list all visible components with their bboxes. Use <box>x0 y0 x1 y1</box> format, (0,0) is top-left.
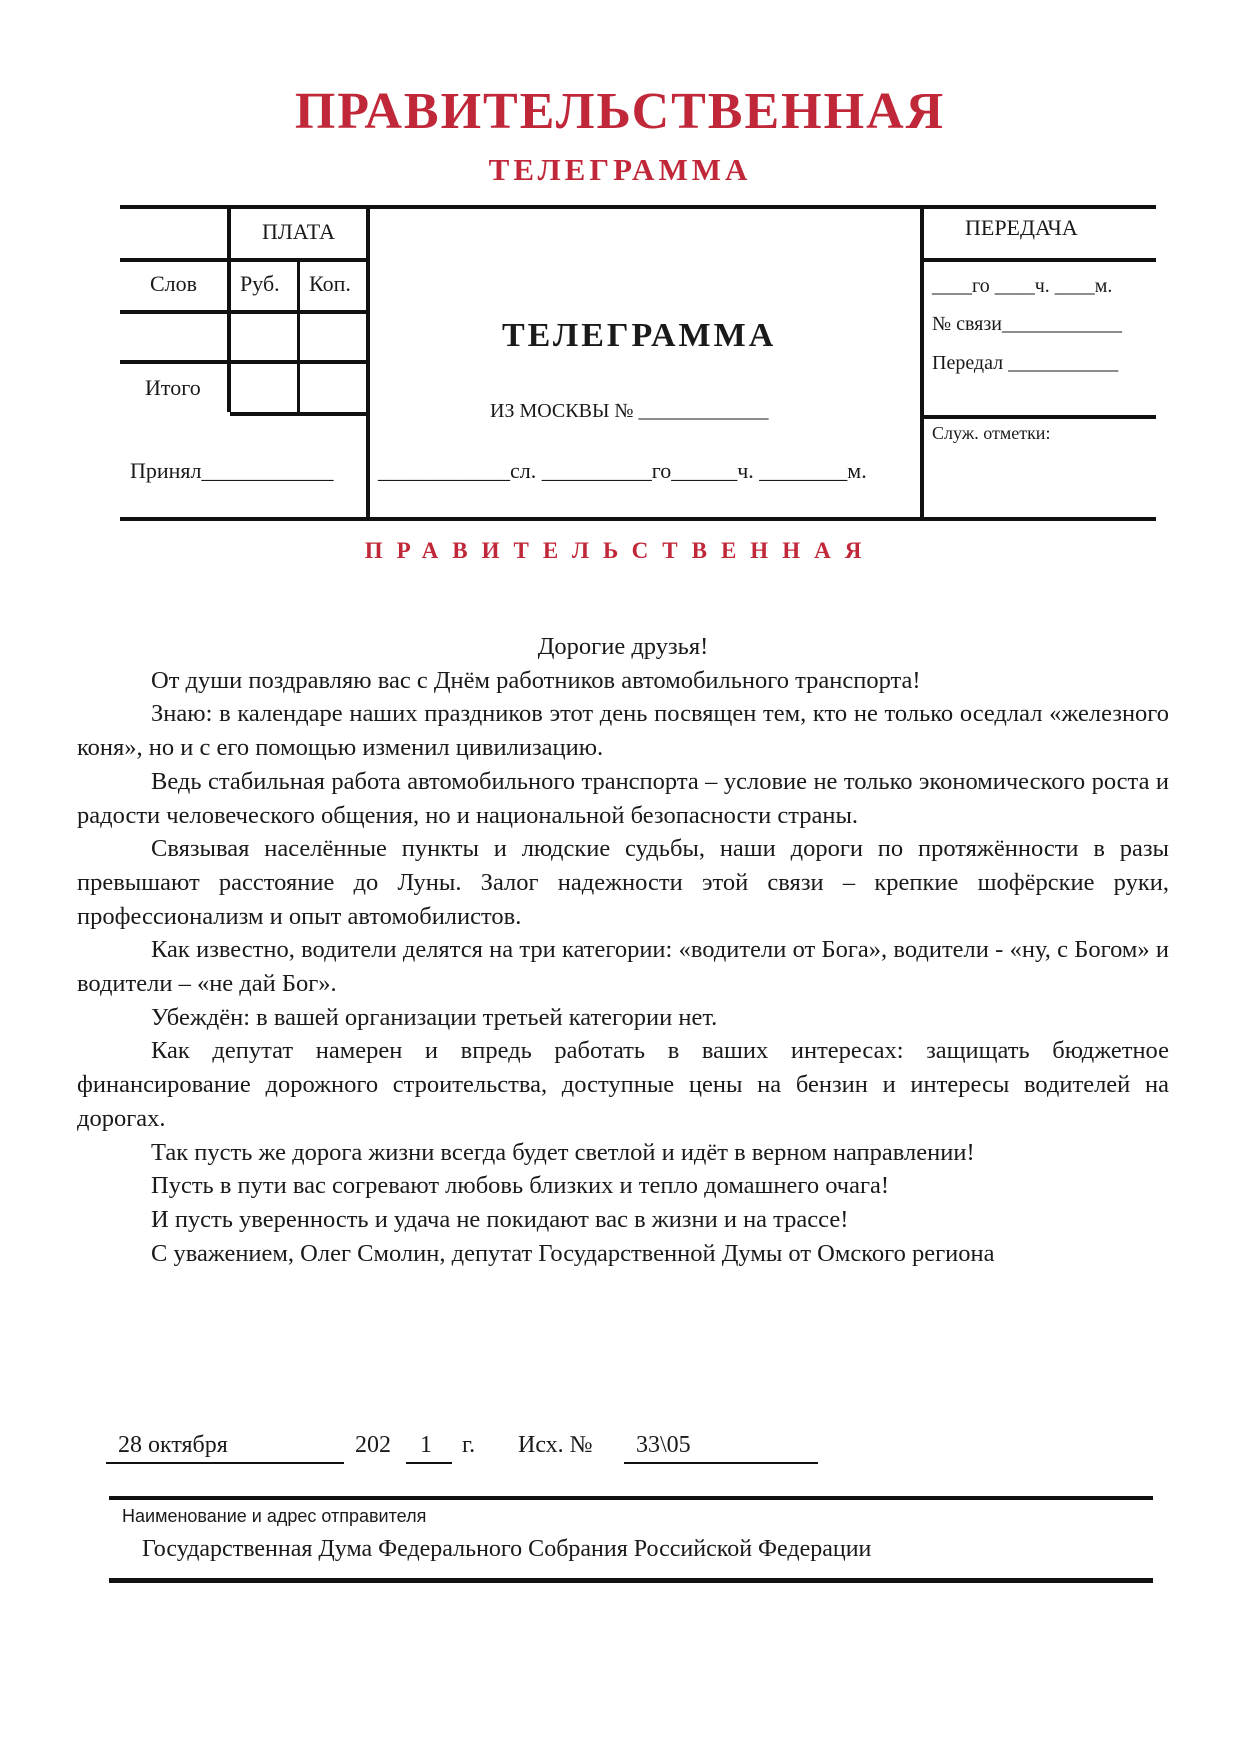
payment-header-line <box>120 258 368 262</box>
year-prefix: 202 <box>355 1432 391 1458</box>
outgoing-number: 33\05 <box>636 1432 691 1458</box>
sender-label: Наименование и адрес отправителя <box>122 1506 427 1526</box>
sender-name: Государственная Дума Федерального Собрания Российской Федерации <box>142 1536 872 1562</box>
total-label: Итого <box>145 375 201 400</box>
letter-signature: С уважением, Олег Смолин, депутат Государственной Думы от Омского региона <box>151 1239 995 1267</box>
year-underline <box>406 1462 452 1464</box>
number-underline <box>624 1462 818 1464</box>
sender-bottom-border <box>109 1578 1153 1583</box>
payment-left-divider <box>227 205 231 412</box>
transmission-header-line <box>922 258 1156 262</box>
letter-paragraph: Пусть в пути вас согревают любовь близких и тепло домашнего очага! <box>151 1172 890 1200</box>
transmission-header: ПЕРЕДАЧА <box>965 215 1078 240</box>
rub-kop-divider <box>297 258 300 414</box>
letter-paragraph: Убеждён: в вашей организации третьей категории нет. <box>151 1003 718 1031</box>
letter-paragraph: Так пусть же дорога жизни всегда будет светлой и идёт в верном направлении! <box>151 1138 975 1166</box>
transmitted-by-field: Передал ___________ <box>932 352 1119 374</box>
letter-paragraph: Знаю: в календаре наших праздников этот день посвящен тем, кто не только оседлал «железного коня», но и с его помощью изменил цивилизацию. <box>77 700 1169 762</box>
link-number-field: № связи____________ <box>932 313 1122 335</box>
letter-paragraph: Как депутат намерен и впредь работать в ваших интересах: защищать бюджетное финансирование дорожного строительства, доступные цены на бензин и интересы водителей на дорогах. <box>77 1037 1169 1132</box>
letter-paragraph: От души поздравляю вас с Днём работников автомобильного транспорта! <box>151 666 921 694</box>
rub-label: Руб. <box>240 271 280 296</box>
received-by-field: Принял____________ <box>130 458 334 483</box>
telegram-title: ПРАВИТЕЛЬСТВЕННАЯ <box>294 83 946 140</box>
government-label: ПРАВИТЕЛЬСТВЕННАЯ <box>364 538 876 563</box>
form-bottom-border <box>120 517 1156 521</box>
letter-paragraph: Связывая населённые пункты и людские судьбы, наши дороги по протяжённости в разы превышают расстояние до Луны. Залог надежности этой связи – крепкие шофёрские руки, профессионализм и опыт автомобилистов. <box>77 835 1169 930</box>
transmission-time-field: ____го ____ч. ____м. <box>932 275 1113 297</box>
year-suffix: г. <box>462 1432 476 1458</box>
sender-top-border <box>109 1496 1153 1500</box>
outgoing-label: Исх. № <box>518 1432 593 1458</box>
letter-greeting: Дорогие друзья! <box>537 633 709 660</box>
letter-body <box>77 630 1169 1270</box>
letter-paragraph: И пусть уверенность и удача не покидают вас в жизни и на трассе! <box>151 1205 849 1233</box>
from-moscow-field: ИЗ МОСКВЫ № _____________ <box>490 400 769 422</box>
letter-paragraph: Как известно, водители делятся на три категории: «водители от Бога», водители - «ну, с Богом» и водители – «не дай Бог». <box>77 936 1169 998</box>
letter-date: 28 октября <box>118 1432 228 1458</box>
center-telegram-title: ТЕЛЕГРАММА <box>502 317 777 354</box>
words-row-line <box>120 310 368 314</box>
service-notes-line <box>922 415 1156 419</box>
form-top-border <box>120 205 1156 209</box>
letter-paragraph: Ведь стабильная работа автомобильного транспорта – условие не только экономического роста и радости человеческого общения, но и национальной безопасности страны. <box>77 767 1169 829</box>
center-right-divider <box>920 205 924 520</box>
date-underline <box>106 1462 344 1464</box>
telegram-form <box>120 205 1156 525</box>
center-left-divider <box>366 205 370 520</box>
sent-time-field: ____________сл. __________го______ч. ________м. <box>378 458 867 483</box>
payment-header: ПЛАТА <box>262 219 335 244</box>
amount-row-line <box>120 360 368 364</box>
telegram-subtitle: ТЕЛЕГРАММА <box>488 152 752 187</box>
words-label: Слов <box>150 271 198 296</box>
service-notes-label: Служ. отметки: <box>932 423 1051 443</box>
kop-label: Коп. <box>309 271 351 296</box>
year-digit: 1 <box>420 1432 432 1458</box>
